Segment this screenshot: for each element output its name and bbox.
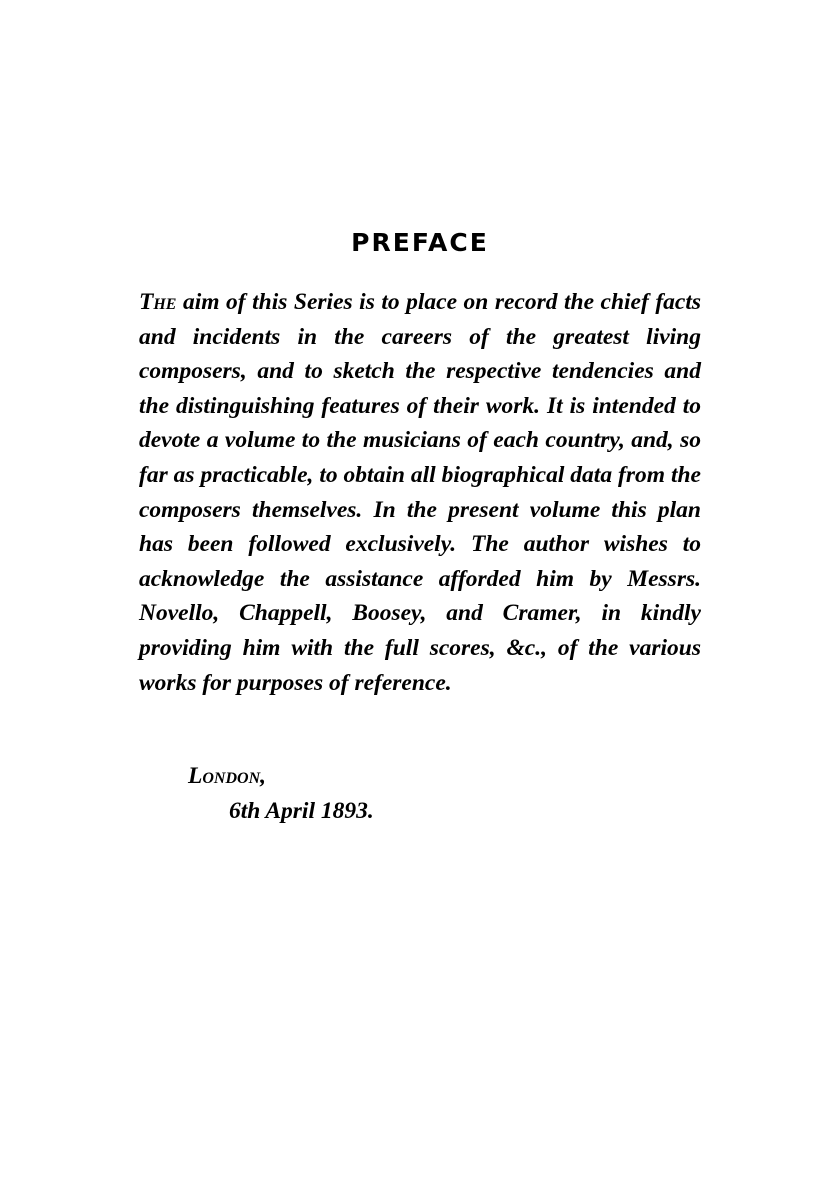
preface-body: aim of this Series is to place on record the chief facts and incidents in the careers of the greatest living composers, and to sketch the respective tendencies and the distinguishing features of their work. It is intended to devote a volume to the musicians of each country, and, so far as practicable, to obtain all biographical data from the composers themselves. In the present volume this plan has been followed exclusively. The author wishes to acknowledge the assistance afforded him by Messrs. Novello, Chappell, Boosey, and Cramer, in kindly providing him with the full scores, &c., of the various works for purposes of reference. (139, 289, 701, 696)
lead-word: The (139, 289, 177, 315)
signature-place: London, (188, 763, 267, 789)
page-title: PREFACE (351, 228, 489, 257)
preface-paragraph (139, 285, 701, 700)
signature-date: 6th April 1893. (229, 798, 374, 824)
